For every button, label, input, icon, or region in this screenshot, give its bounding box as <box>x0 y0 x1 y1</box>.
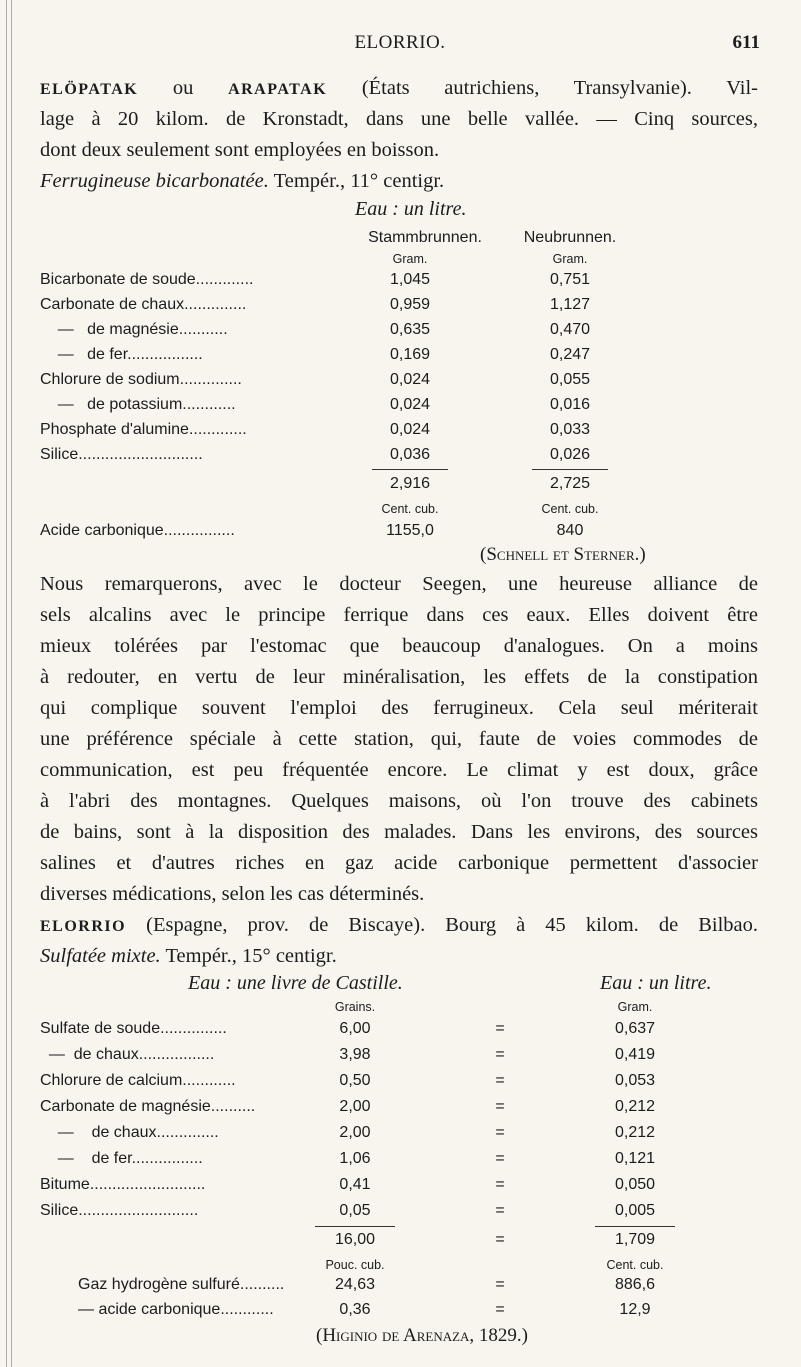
table-row <box>40 1072 760 1094</box>
value-neu: 0,247 <box>549 346 591 363</box>
value-neu: 840 <box>556 522 584 539</box>
value-neu: 0,033 <box>549 421 591 438</box>
value-neu: 0,470 <box>549 321 591 338</box>
total-row <box>40 475 760 497</box>
substance-label: Chlorure de calcium............ <box>40 1072 236 1089</box>
text-line: sels alcalins avec le principe ferrique dans ces eaux. Elles doivent être <box>40 604 758 626</box>
value-neu: 0,751 <box>549 271 591 288</box>
total-stamm: 2,916 <box>389 475 431 492</box>
table-row <box>40 371 760 393</box>
unit-label: Gram. <box>617 1000 653 1014</box>
text-line: salines et d'autres riches en gaz acide carbonique permettent d'associer <box>40 852 758 874</box>
unit-label: Gram. <box>552 252 588 266</box>
text-line: qui complique souvent l'emploi des ferrugineux. Cela seul mériterait <box>40 697 758 719</box>
substance-label: Silice............................ <box>40 446 203 463</box>
value-gram: 0,050 <box>614 1176 656 1193</box>
value-stamm: 1,045 <box>389 271 431 288</box>
text-line: lage à 20 kilom. de Kronstadt, dans une belle vallée. — Cinq sources, <box>40 108 758 130</box>
spa-alt-name: ARAPATAK <box>228 81 328 98</box>
value-grains: 2,00 <box>339 1124 371 1141</box>
text-line <box>40 941 758 972</box>
table-row <box>40 1276 760 1298</box>
total-row <box>40 1231 760 1253</box>
substance-label: — de magnésie........... <box>40 321 228 338</box>
value-grains: 0,50 <box>339 1072 371 1089</box>
equals-sign: = <box>495 1020 505 1037</box>
substance-label: Sulfate de soude............... <box>40 1020 227 1037</box>
value-gram: 0,212 <box>614 1098 656 1115</box>
substance-label: — de chaux.............. <box>40 1124 219 1141</box>
unit-label: Grains. <box>334 1000 376 1014</box>
substance-label: — de fer................. <box>40 346 203 363</box>
substance-label: Carbonate de magnésie.......... <box>40 1098 256 1115</box>
value-neu: 0,016 <box>549 396 591 413</box>
value-grains: 0,36 <box>339 1301 371 1318</box>
value-grains: 0,05 <box>339 1202 371 1219</box>
value-gram: 0,212 <box>614 1124 656 1141</box>
column-head: Neubrunnen. <box>523 229 617 246</box>
value-stamm: 0,959 <box>389 296 431 313</box>
value-gram: 12,9 <box>619 1301 651 1318</box>
unit-label: Cent. cub. <box>606 1258 664 1272</box>
substance-label: — de fer................ <box>40 1150 203 1167</box>
unit-row <box>40 502 760 524</box>
table-row <box>40 1150 760 1172</box>
temperature: Tempér., 11° centigr. <box>273 170 445 192</box>
unit-label: Cent. cub. <box>381 502 439 516</box>
text-line <box>40 73 758 104</box>
page-edge-line <box>11 0 12 1367</box>
equals-sign: = <box>495 1176 505 1193</box>
table-caption: Eau : un litre. <box>600 972 712 994</box>
text-line: à l'abri des montagnes. Quelques maisons, où l'on trouve des cabinets <box>40 790 758 812</box>
spa-name: ELORRIO <box>40 918 127 935</box>
substance-label: Bicarbonate de soude............. <box>40 271 254 288</box>
value-neu: 0,026 <box>549 446 591 463</box>
source-credit-text: (Higinio de Arenaza, 1829.) <box>316 1325 528 1346</box>
total-grains: 16,00 <box>334 1231 376 1248</box>
value-stamm: 0,169 <box>389 346 431 363</box>
value-grains: 6,00 <box>339 1020 371 1037</box>
value-stamm: 0,635 <box>389 321 431 338</box>
table-row <box>40 346 760 368</box>
sum-rule <box>315 1226 395 1227</box>
value-gram: 886,6 <box>614 1276 656 1293</box>
value-stamm: 0,036 <box>389 446 431 463</box>
value-gram: 0,419 <box>614 1046 656 1063</box>
value-gram: 0,005 <box>614 1202 656 1219</box>
equals-sign: = <box>495 1046 505 1063</box>
sum-rule <box>372 469 448 470</box>
text-fragment: ou <box>138 77 229 99</box>
source-credit <box>316 1325 528 1347</box>
equals-sign: = <box>495 1098 505 1115</box>
equals-sign: = <box>495 1301 505 1318</box>
substance-label: Silice........................... <box>40 1202 199 1219</box>
commentary-paragraph <box>40 569 758 910</box>
equals-sign: = <box>495 1231 505 1248</box>
text-line: à redouter, en vertu de leur minéralisation, les effets de la constipation <box>40 666 758 688</box>
substance-label: Chlorure de sodium.............. <box>40 371 242 388</box>
text-line: une préférence spéciale à cette station, qui, faute de voies commodes de <box>40 728 758 750</box>
equals-sign: = <box>495 1124 505 1141</box>
running-title: ELORRIO. <box>354 32 446 53</box>
source-credit: (Schnell et Sterner.) <box>480 544 646 565</box>
text-line: de bains, sont à la disposition des malades. Dans les environs, des sources <box>40 821 758 843</box>
table-row <box>40 396 760 418</box>
substance-label: Bitume.......................... <box>40 1176 206 1193</box>
value-gram: 0,053 <box>614 1072 656 1089</box>
table-caption: Eau : une livre de Castille. <box>188 972 403 994</box>
value-stamm: 0,024 <box>389 371 431 388</box>
value-neu: 1,127 <box>549 296 591 313</box>
value-grains: 3,98 <box>339 1046 371 1063</box>
substance-label: — de chaux................. <box>40 1046 215 1063</box>
value-grains: 0,41 <box>339 1176 371 1193</box>
sum-rule <box>595 1226 675 1227</box>
value-gram: 0,121 <box>614 1150 656 1167</box>
page-edge-line <box>6 0 7 1367</box>
column-headers <box>40 229 760 251</box>
text-line: Nous remarquerons, avec le docteur Seegen, une heureuse alliance de <box>40 573 758 595</box>
value-stamm: 1155,0 <box>386 522 434 539</box>
entry-elopatak-intro <box>40 73 758 197</box>
value-gram: 0,637 <box>614 1020 656 1037</box>
unit-row <box>40 1000 760 1022</box>
equals-sign: = <box>495 1276 505 1293</box>
text-fragment: (Espagne, prov. de Biscaye). Bourg à 45 kilom. de Bilbao. <box>126 914 758 936</box>
value-neu: 0,055 <box>549 371 591 388</box>
substance-label: — acide carbonique............ <box>78 1301 274 1318</box>
value-stamm: 0,024 <box>389 421 431 438</box>
total-gram: 1,709 <box>614 1231 656 1248</box>
equals-sign: = <box>495 1202 505 1219</box>
sum-rule <box>532 469 608 470</box>
table-caption: Eau : un litre. <box>355 198 467 220</box>
spa-name: ELÖPATAK <box>40 81 139 98</box>
unit-label: Gram. <box>392 252 428 266</box>
table-row <box>40 1301 760 1323</box>
table-row <box>40 1176 760 1198</box>
equals-sign: = <box>495 1072 505 1089</box>
substance-label: Gaz hydrogène sulfuré.......... <box>78 1276 285 1293</box>
equals-sign: = <box>495 1150 505 1167</box>
table-row <box>40 421 760 443</box>
table-row <box>40 1202 760 1224</box>
page-header <box>40 32 760 58</box>
water-classification: Ferrugineuse bicarbonatée. <box>40 170 269 192</box>
text-line: mieux tolérées par l'estomac que beaucoup d'analogues. On a moins <box>40 635 758 657</box>
table-row <box>40 522 760 544</box>
value-grains: 24,63 <box>334 1276 376 1293</box>
table-row <box>40 446 760 468</box>
table-row <box>40 271 760 293</box>
substance-label: Carbonate de chaux.............. <box>40 296 247 313</box>
entry-elorrio-intro <box>40 910 758 972</box>
table-row <box>40 1020 760 1042</box>
table-row <box>40 1098 760 1120</box>
page-number: 611 <box>732 32 760 53</box>
substance-label: Acide carbonique................ <box>40 522 235 539</box>
total-neu: 2,725 <box>549 475 591 492</box>
column-head: Stammbrunnen. <box>368 229 482 246</box>
temperature: Tempér., 15° centigr. <box>160 945 337 967</box>
text-fragment: (États autrichiens, Transylvanie). Vil- <box>327 77 758 99</box>
text-line <box>40 166 758 197</box>
text-line: communication, est peu fréquentée encore. Le climat y est doux, grâce <box>40 759 758 781</box>
unit-label: Pouc. cub. <box>325 1258 385 1272</box>
value-stamm: 0,024 <box>389 396 431 413</box>
substance-label: Phosphate d'alumine............. <box>40 421 247 438</box>
substance-label: — de potassium............ <box>40 396 236 413</box>
value-grains: 2,00 <box>339 1098 371 1115</box>
water-classification: Sulfatée mixte. <box>40 945 161 967</box>
text-line: diverses médications, selon les cas déterminés. <box>40 883 425 905</box>
text-line <box>40 910 758 941</box>
table-row <box>40 321 760 343</box>
unit-label: Cent. cub. <box>541 502 599 516</box>
table-row <box>40 296 760 318</box>
table-row <box>40 1124 760 1146</box>
text-line: dont deux seulement sont employées en boisson. <box>40 139 440 161</box>
value-grains: 1,06 <box>339 1150 371 1167</box>
table-row <box>40 1046 760 1068</box>
